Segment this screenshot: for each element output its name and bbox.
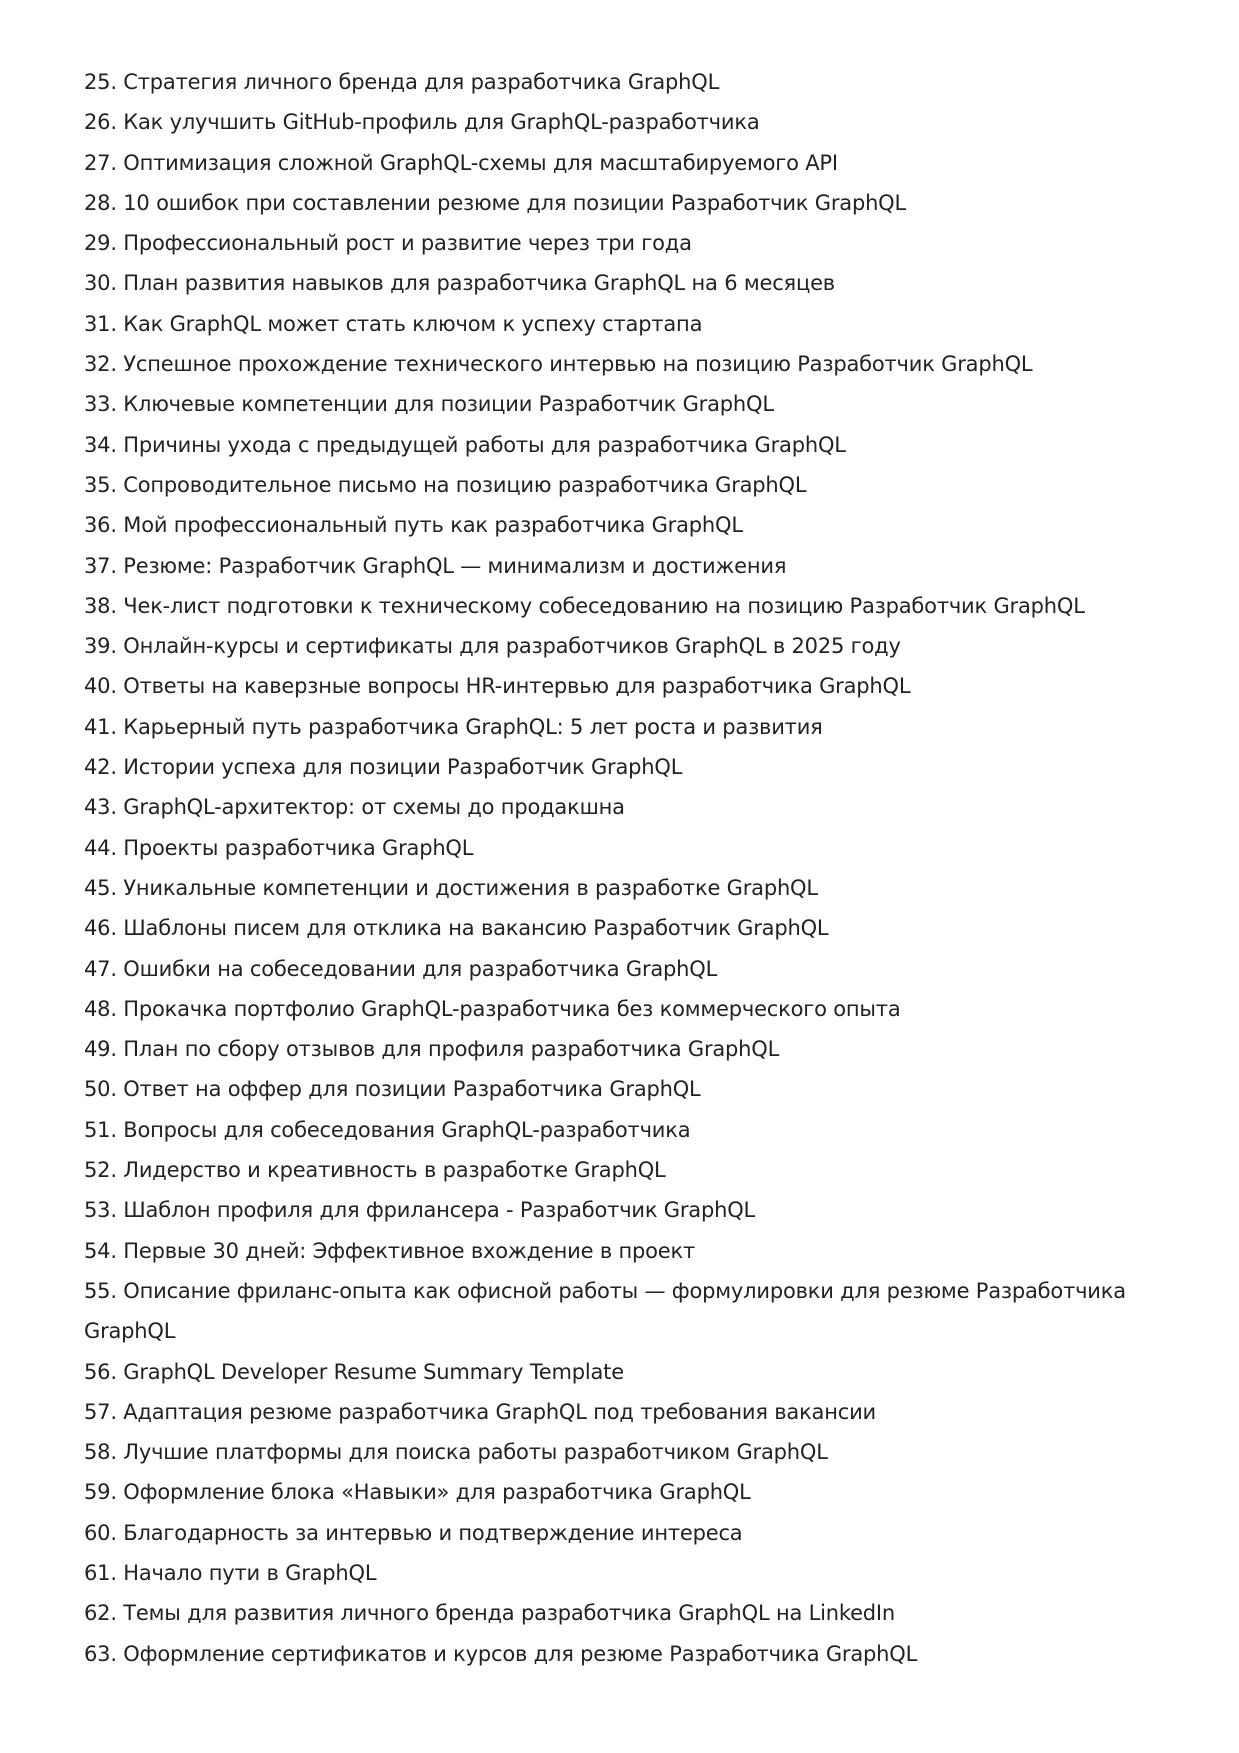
list-item: 29. Профессиональный рост и развитие через три года <box>84 231 692 256</box>
list-item: 62. Темы для развития личного бренда разработчика GraphQL на LinkedIn <box>84 1601 896 1626</box>
list-item: 30. План развития навыков для разработчика GraphQL на 6 месяцев <box>84 271 835 296</box>
list-item: 48. Прокачка портфолио GraphQL-разработчика без коммерческого опыта <box>84 996 901 1021</box>
list-item: 60. Благодарность за интервью и подтверждение интереса <box>84 1520 743 1545</box>
list-item: 55. Описание фриланс-опыта как офисной работы — формулировки для резюме Разработчика GraphQL <box>84 1278 1126 1344</box>
list-item: 32. Успешное прохождение технического интервью на позицию Разработчик GraphQL <box>84 352 1033 377</box>
list-item: 31. Как GraphQL может стать ключом к успеху стартапа <box>84 311 703 336</box>
list-item: 53. Шаблон профиля для фрилансера - Разработчик GraphQL <box>84 1198 756 1223</box>
list-item: 61. Начало пути в GraphQL <box>84 1560 377 1585</box>
list-item: 47. Ошибки на собеседовании для разработчика GraphQL <box>84 956 718 981</box>
list-item: 38. Чек-лист подготовки к техническому собеседованию на позицию Разработчик GraphQL <box>84 593 1085 618</box>
list-item: 41. Карьерный путь разработчика GraphQL: 5 лет роста и развития <box>84 714 823 739</box>
list-item: 43. GraphQL-архитектор: от схемы до продакшна <box>84 795 625 820</box>
list-item: 49. План по сбору отзывов для профиля разработчика GraphQL <box>84 1037 780 1062</box>
list-item: 52. Лидерство и креативность в разработке GraphQL <box>84 1158 666 1183</box>
list-item: 37. Резюме: Разработчик GraphQL — минимализм и достижения <box>84 553 787 578</box>
list-item: 54. Первые 30 дней: Эффективное вхождение в проект <box>84 1238 696 1263</box>
list-item: 58. Лучшие платформы для поиска работы разработчиком GraphQL <box>84 1440 828 1465</box>
list-item: 63. Оформление сертификатов и курсов для резюме Разработчика GraphQL <box>84 1641 918 1666</box>
list-item: 50. Ответ на оффер для позиции Разработчика GraphQL <box>84 1077 701 1102</box>
list-item: 25. Стратегия личного бренда для разработчика GraphQL <box>84 70 720 94</box>
list-item: 39. Онлайн-курсы и сертификаты для разработчиков GraphQL в 2025 году <box>84 634 901 659</box>
list-item: 57. Адаптация резюме разработчика GraphQL под требования вакансии <box>84 1399 876 1424</box>
list-item: 40. Ответы на каверзные вопросы HR-интервью для разработчика GraphQL <box>84 674 911 699</box>
list-item: 27. Оптимизация сложной GraphQL-схемы для масштабируемого API <box>84 150 838 175</box>
list-item: 28. 10 ошибок при составлении резюме для позиции Разработчик GraphQL <box>84 190 907 215</box>
list-item: 35. Сопроводительное письмо на позицию разработчика GraphQL <box>84 472 807 497</box>
list-item: 56. GraphQL Developer Resume Summary Template <box>84 1359 624 1384</box>
list-item: 26. Как улучшить GitHub-профиль для GraphQL-разработчика <box>84 110 760 135</box>
list-item: 51. Вопросы для собеседования GraphQL-разработчика <box>84 1117 691 1142</box>
list-item: 34. Причины ухода с предыдущей работы для разработчика GraphQL <box>84 432 846 457</box>
article-list <box>84 62 1174 1674</box>
list-item: 36. Мой профессиональный путь как разработчика GraphQL <box>84 513 743 538</box>
list-item: 33. Ключевые компетенции для позиции Разработчик GraphQL <box>84 392 774 417</box>
list-item: 46. Шаблоны писем для отклика на вакансию Разработчик GraphQL <box>84 916 829 941</box>
list-item: 59. Оформление блока «Навыки» для разработчика GraphQL <box>84 1480 751 1505</box>
list-item: 42. Истории успеха для позиции Разработчик GraphQL <box>84 755 683 780</box>
list-item: 44. Проекты разработчика GraphQL <box>84 835 474 860</box>
list-item: 45. Уникальные компетенции и достижения в разработке GraphQL <box>84 875 818 900</box>
